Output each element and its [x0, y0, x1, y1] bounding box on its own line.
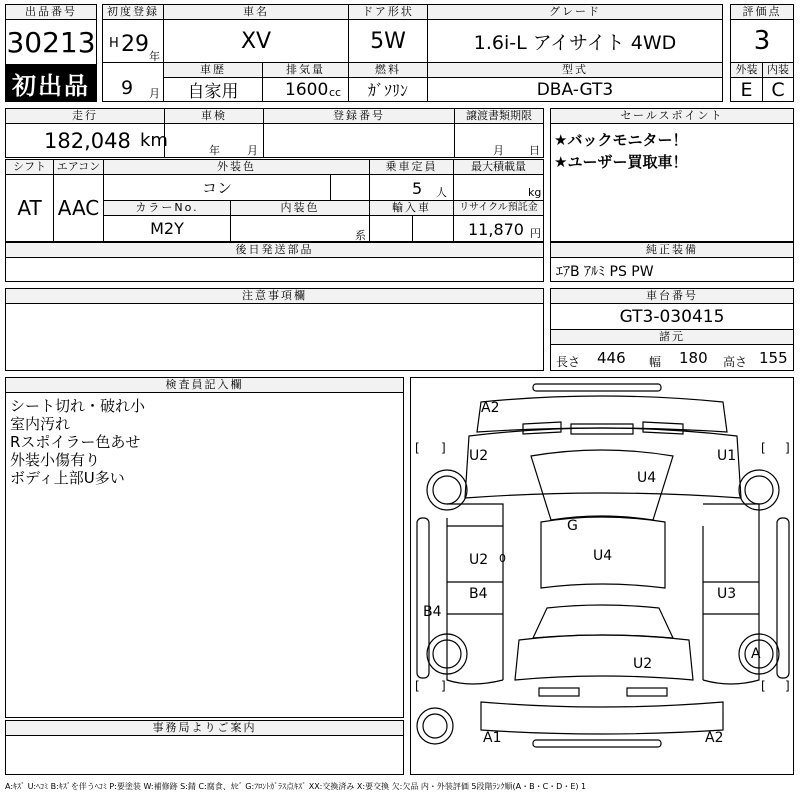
- front-bumper-strip: [533, 384, 661, 391]
- chassis-number: GT3-030415: [550, 303, 794, 330]
- wheel-front-left-inner: [433, 476, 461, 504]
- interior-score: C: [762, 77, 794, 102]
- aircon: AAC: [53, 174, 104, 242]
- int-color-box: [230, 215, 370, 242]
- reg-month-unit: 月: [149, 87, 160, 100]
- aircon-label: エアコン: [53, 159, 104, 175]
- first-listing-badge: 初出品: [5, 64, 97, 102]
- reg-month: 9: [121, 77, 134, 99]
- mark-roof: U4: [593, 548, 613, 564]
- specs-box: [550, 344, 794, 371]
- mark-tailgate: U2: [633, 656, 653, 672]
- inspector-label: 検査員記入欄: [5, 377, 404, 393]
- transfer-day-unit: 日: [529, 144, 540, 157]
- mileage-label: 走行: [5, 108, 165, 124]
- height-label: 高さ: [723, 355, 748, 369]
- inspector-line-4: 外装小傷有り: [10, 451, 101, 469]
- sales-points-box: [550, 123, 794, 242]
- width-label: 幅: [649, 355, 662, 369]
- length-label: 長さ: [556, 355, 581, 369]
- history: 自家用: [163, 77, 263, 102]
- svg-text:[: [: [415, 679, 420, 693]
- inspector-line-5: ボディ上部U多い: [10, 469, 125, 487]
- mark-left-quarter: B4: [423, 604, 442, 620]
- legend: A:ｷｽﾞ U:ﾍｺﾐ B:ｷｽﾞを伴うﾍｺﾐ P:要塗装 W:補修跡 S:錆 C:腐食、ｶﾋﾞ G:ﾌﾛﾝﾄｶﾞﾗｽ点ｷｽﾞ XX:交換済み X:要交換 欠:欠品 内・外装評価 5段階ﾗﾝｸ順(A・B・C・D・E) 1: [5, 782, 587, 791]
- score: 3: [730, 19, 794, 63]
- capacity-unit: 人: [436, 186, 447, 199]
- inspection-year-unit: 年: [209, 144, 220, 157]
- reg-no-box: [263, 123, 455, 158]
- shift-label: シフト: [5, 159, 54, 175]
- score-label: 評価点: [730, 4, 794, 20]
- import-label: 輸入車: [369, 200, 454, 216]
- reg-no-label: 登録番号: [263, 108, 455, 124]
- mark-front-left-fender: U2: [469, 448, 489, 464]
- notes-label: 注意事項欄: [5, 288, 544, 304]
- exterior-score: E: [730, 77, 763, 102]
- first-reg-year-box: [102, 19, 164, 63]
- transfer-box: [454, 123, 544, 158]
- shift: AT: [5, 174, 54, 242]
- grille: [571, 424, 633, 434]
- length: 446: [597, 349, 626, 367]
- tailgate: [515, 635, 693, 680]
- later-parts-label: 後日発送部品: [5, 242, 544, 258]
- chassis-label: 車台番号: [550, 288, 794, 304]
- inspection-box: [164, 123, 264, 158]
- notes-box: [5, 303, 544, 371]
- office-box: [5, 735, 404, 775]
- fuel-label: 燃料: [348, 62, 428, 78]
- width: 180: [679, 349, 708, 367]
- model-code: DBA-GT3: [427, 77, 723, 102]
- tail-light-left: [539, 688, 579, 696]
- mark-right-rear-door: U3: [717, 586, 737, 602]
- car-diagram: [411, 378, 795, 776]
- tail-light-right: [627, 688, 667, 696]
- history-label: 車歴: [163, 62, 263, 78]
- mark-front-bumper: A2: [481, 400, 500, 416]
- mark-left-front-door-zero: 0: [499, 552, 506, 565]
- reg-year: 29: [121, 32, 149, 57]
- inspector-box: [5, 392, 404, 718]
- car-name-label: 車名: [163, 4, 349, 20]
- svg-text:]: ]: [785, 679, 790, 693]
- transfer-month-unit: 月: [493, 144, 504, 157]
- car-diagram-frame: [410, 377, 794, 775]
- equipment-box: [550, 257, 794, 282]
- recycle-fee: 11,870: [468, 220, 524, 239]
- door-type: 5W: [348, 19, 428, 63]
- ext-color-label: 外装色: [103, 159, 370, 175]
- door-label: ドア形状: [348, 4, 428, 20]
- color-no-label: カラーNo.: [103, 200, 231, 216]
- first-reg-month-box: [102, 62, 164, 102]
- rear-bumper-strip: [533, 740, 661, 747]
- height: 155: [759, 349, 788, 367]
- capacity-label: 乗車定員: [369, 159, 454, 175]
- int-color-label: 内装色: [230, 200, 370, 216]
- recycle-label: リサイクル預託金: [453, 200, 544, 216]
- mark-rear-bumper-right: A2: [705, 730, 724, 746]
- inspector-line-3: Rスポイラー色あせ: [10, 433, 141, 451]
- svg-text:]: ]: [441, 679, 446, 693]
- sales-point-2: ★ユーザー買取車！: [554, 153, 688, 171]
- ext-color-spare: [330, 174, 370, 201]
- mileage: 182,048: [44, 129, 131, 153]
- rear-bumper: [481, 702, 723, 734]
- inspector-line-2: 室内汚れ: [10, 415, 71, 433]
- mark-hood: U4: [637, 470, 657, 486]
- mileage-unit: km: [140, 130, 168, 151]
- mark-windshield: G: [567, 518, 578, 534]
- mark-front-right-fender: U1: [717, 448, 737, 464]
- max-load-unit: kg: [528, 186, 542, 199]
- car-name: XV: [163, 19, 349, 63]
- grade-label: グレード: [427, 4, 723, 20]
- equipment-label: 純正装備: [550, 242, 794, 258]
- left-front-fender-top: [447, 504, 503, 526]
- interior-label: 内装: [762, 62, 794, 78]
- displacement-box: [262, 77, 349, 102]
- lot-number: 30213: [5, 19, 97, 65]
- fuel: ｶﾞｿﾘﾝ: [348, 77, 428, 102]
- max-load-box: [453, 174, 544, 201]
- color-no: M2Y: [103, 215, 231, 242]
- displacement-label: 排気量: [262, 62, 349, 78]
- capacity: 5: [412, 179, 423, 198]
- svg-text:]: ]: [785, 441, 790, 455]
- mileage-box: [5, 123, 168, 158]
- import-box-a: [369, 215, 413, 242]
- grade: 1.6i-L アイサイト 4WD: [427, 19, 723, 63]
- front-bumper: [477, 396, 727, 432]
- hood-outline: [465, 428, 741, 498]
- displacement: 1600: [285, 80, 329, 100]
- exterior-label: 外装: [730, 62, 763, 78]
- inspection-label: 車検: [164, 108, 264, 124]
- sales-point-1: ★バックモニター！: [554, 131, 688, 149]
- equipment: ｴｱB ｱﾙﾐ PS PW: [556, 264, 654, 280]
- office-label: 事務局よりご案内: [5, 720, 404, 736]
- spare-wheel-inner: [423, 714, 447, 738]
- reg-year-unit: 年: [149, 50, 160, 63]
- int-color-unit: 系: [355, 229, 366, 242]
- svg-text:[: [: [761, 441, 766, 455]
- svg-text:[: [: [415, 441, 420, 455]
- import-box-b: [412, 215, 454, 242]
- rear-window: [533, 605, 673, 638]
- transfer-label: 譲渡書類期限: [454, 108, 544, 124]
- displacement-unit: cc: [329, 86, 342, 99]
- capacity-box: [369, 174, 454, 201]
- inspector-line-1: シート切れ・破れ小: [10, 397, 146, 415]
- lot-label: 出品番号: [5, 4, 97, 20]
- recycle-unit: 円: [530, 227, 541, 240]
- sales-points-label: セールスポイント: [550, 108, 794, 124]
- later-parts-box: [5, 257, 544, 282]
- specs-label: 諸元: [550, 329, 794, 345]
- recycle-box: [453, 215, 544, 242]
- era: H: [109, 36, 119, 51]
- svg-text:[: [: [761, 679, 766, 693]
- model-label: 型式: [427, 62, 723, 78]
- inspection-month-unit: 月: [247, 144, 258, 157]
- ext-color: コン: [103, 174, 331, 201]
- mark-left-rear-door: B4: [469, 586, 488, 602]
- mark-rear-right-wheel: A: [751, 646, 761, 662]
- wheel-front-right-inner: [745, 476, 773, 504]
- svg-text:]: ]: [441, 441, 446, 455]
- first-reg-label: 初度登録: [102, 4, 164, 20]
- mark-rear-bumper-left: A1: [483, 730, 502, 746]
- mark-left-front-door: U2: [469, 552, 489, 568]
- max-load-label: 最大積載量: [453, 159, 544, 175]
